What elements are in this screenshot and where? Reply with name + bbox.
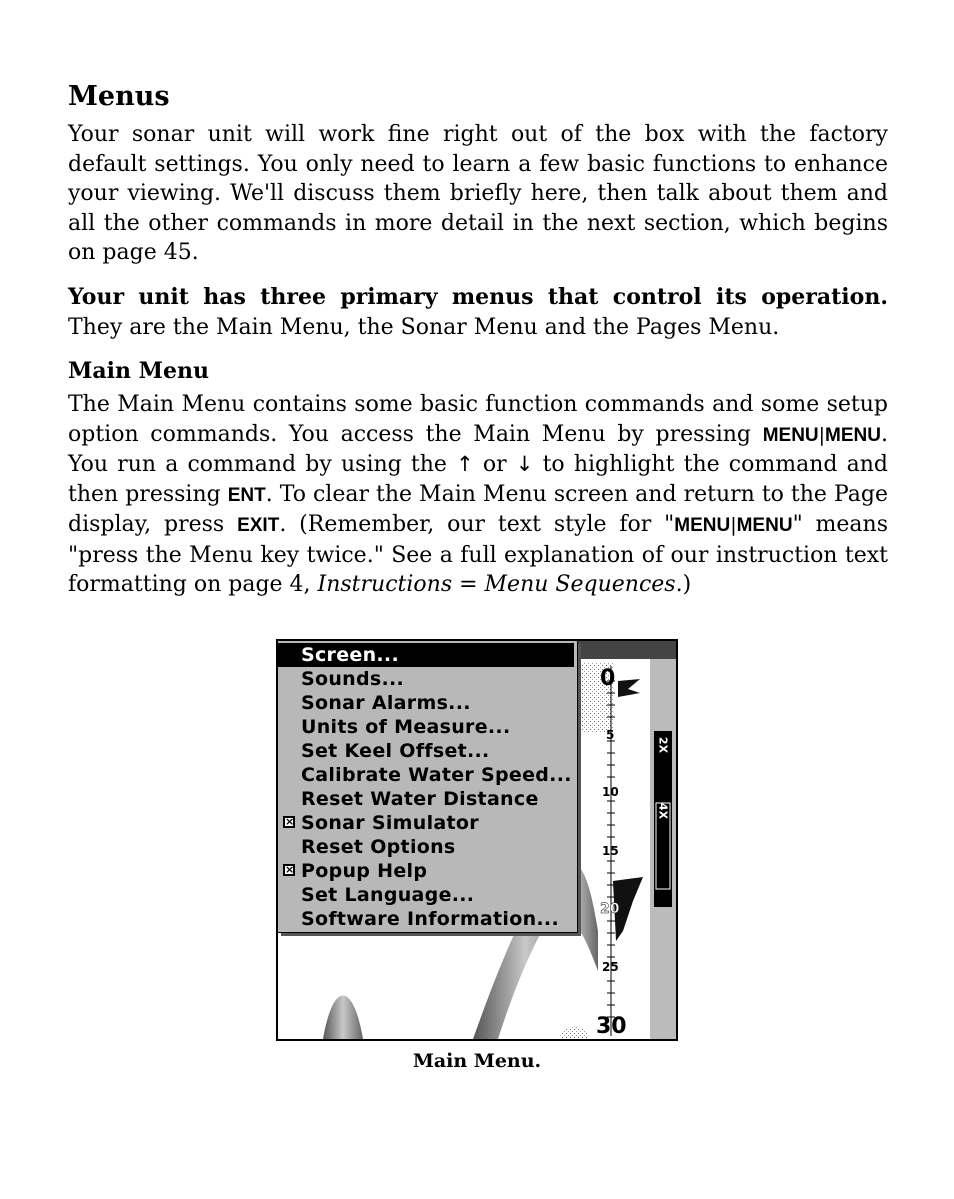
depth-label: 5 [606, 728, 615, 742]
title-bar [573, 641, 676, 659]
menu-item[interactable] [278, 763, 574, 787]
menu-item[interactable] [278, 667, 574, 691]
key-ent: ENT [227, 484, 266, 506]
zoom-label-2x: 2X [656, 736, 670, 754]
menu-item[interactable] [278, 907, 574, 931]
checkbox-icon[interactable]: × [285, 815, 295, 828]
menu-item-label: Units of Measure... [301, 716, 511, 738]
depth-label: 30 [596, 1014, 627, 1039]
menu-item-label: Set Keel Offset... [301, 740, 490, 762]
menu-item-label: Sonar Alarms... [301, 692, 471, 714]
primary-menus-paragraph [68, 283, 888, 342]
primary-menus-rest: They are the Main Menu, the Sonar Menu and the Pages Menu. [68, 314, 780, 340]
menu-item-label: Reset Options [301, 836, 456, 858]
menu-item[interactable] [278, 883, 574, 907]
menu-item[interactable] [278, 643, 574, 667]
main-menu-paragraph: The Main Menu contains some basic function commands and some setup option commands. You access the Main Menu by pressing MENU|MENU. You run a command by using the ↑ or ↓ to highlight the command and then pressing ENT. To clear the Main Menu screen and return to the Page display, press EXIT. (Remember, our text style for "MENU|MENU" means "press the Menu key twice." See a full explanation of our instruction text formatting on page 4, Instructions = Menu Sequences.) [68, 392, 889, 597]
main-menu-popup [278, 641, 578, 933]
menu-item-label: Screen... [301, 644, 399, 666]
intro-paragraph: Your sonar unit will work fine right out of the box with the factory default settings. You only need to learn a few basic functions to enhance your viewing. We'll discuss them briefly here, then talk about them and all the other commands in more detail in the next section, which begins on page 45. [68, 122, 888, 265]
zoom-label-4x: 4X [656, 802, 670, 820]
menu-item-label: Software Information... [301, 908, 559, 930]
depth-label: 0 [600, 666, 616, 691]
menu-item[interactable] [278, 691, 574, 715]
menu-item[interactable] [278, 811, 574, 835]
menu-item-label: Sonar Simulator [301, 812, 479, 834]
key-menu: MENU [674, 515, 731, 536]
bottom-clutter [558, 1026, 590, 1039]
key-menu: MENU [736, 515, 793, 536]
key-menu: MENU [825, 424, 881, 446]
menu-item[interactable] [278, 715, 574, 739]
depth-label: 15 [602, 844, 619, 858]
sonar-screenshot [276, 639, 678, 1041]
depth-label: 10 [602, 785, 619, 799]
depth-label: 25 [602, 960, 619, 974]
menu-item-label: Popup Help [301, 860, 428, 882]
checkbox-icon[interactable]: × [285, 863, 295, 876]
up-arrow-icon: ↑ [456, 452, 474, 476]
menu-item[interactable] [278, 787, 574, 811]
menu-item-label: Sounds... [301, 668, 405, 690]
primary-menus-bold: Your unit has three primary menus that control its operation. [68, 284, 888, 310]
depth-label: 20 [600, 901, 620, 917]
menu-item[interactable] [278, 739, 574, 763]
menu-item-label: Set Language... [301, 884, 475, 906]
menu-item[interactable] [278, 835, 574, 859]
menu-item-label: Calibrate Water Speed... [301, 764, 572, 786]
down-arrow-icon: ↓ [515, 452, 534, 476]
main-menu-subheading: Main Menu [68, 358, 209, 384]
section-heading: Menus [68, 81, 170, 112]
key-exit: EXIT [237, 515, 280, 536]
menu-item[interactable] [278, 859, 574, 883]
menu-item-label: Reset Water Distance [301, 788, 539, 810]
figure-caption: Main Menu. [412, 1050, 542, 1072]
reference-title: Instructions = Menu Sequences [317, 572, 676, 597]
surface-echo [618, 679, 640, 697]
fish-arch [323, 996, 363, 1040]
key-menu: MENU [762, 424, 819, 446]
